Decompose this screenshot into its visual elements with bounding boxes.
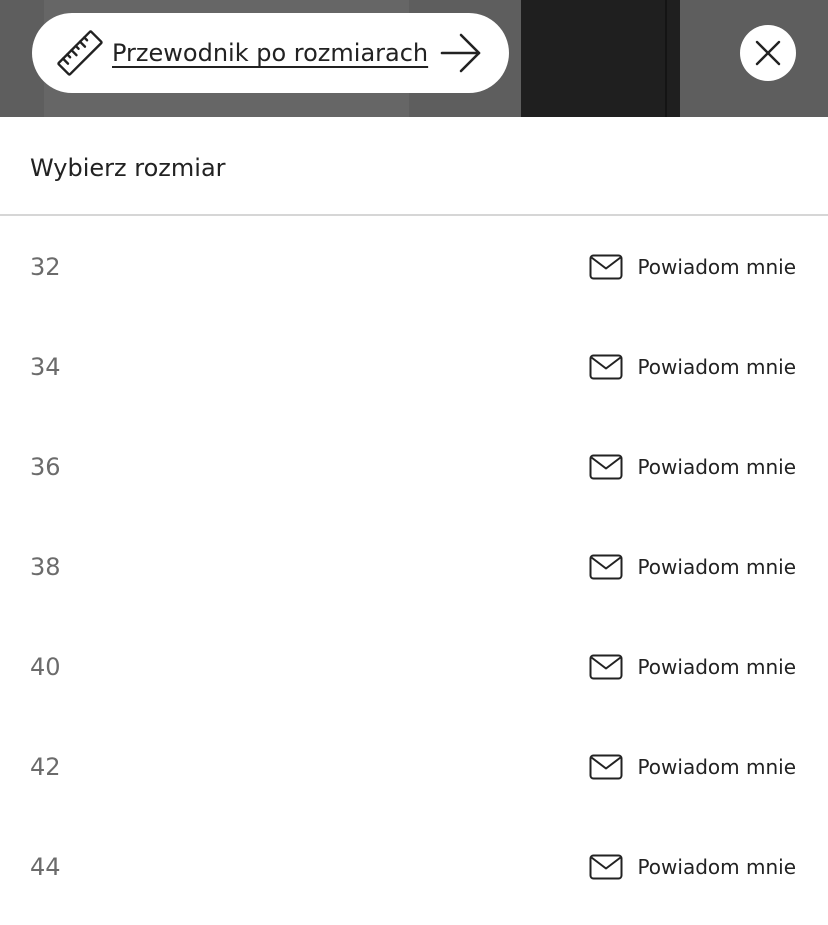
notify-me-label: Powiadom mnie — [637, 355, 796, 379]
size-option-row[interactable] — [0, 217, 828, 317]
size-label: 34 — [30, 353, 61, 381]
size-list — [0, 217, 828, 917]
size-option-row[interactable] — [0, 417, 828, 517]
size-guide-link[interactable]: Przewodnik po rozmiarach — [112, 39, 429, 67]
mail-icon — [589, 554, 623, 580]
size-option-row[interactable] — [0, 317, 828, 417]
notify-me-label: Powiadom mnie — [637, 255, 796, 279]
size-label: 38 — [30, 553, 61, 581]
close-button[interactable] — [740, 25, 796, 81]
notify-me-button[interactable] — [589, 551, 796, 583]
size-option-row[interactable] — [0, 517, 828, 617]
size-option-row[interactable] — [0, 617, 828, 717]
mail-icon — [589, 754, 623, 780]
notify-me-button[interactable] — [589, 351, 796, 383]
notify-me-button[interactable] — [589, 851, 796, 883]
notify-me-label: Powiadom mnie — [637, 655, 796, 679]
notify-me-label: Powiadom mnie — [637, 455, 796, 479]
notify-me-button[interactable] — [589, 651, 796, 683]
divider — [0, 214, 828, 216]
page-title: Wybierz rozmiar — [30, 154, 226, 182]
size-label: 40 — [30, 653, 61, 681]
product-garment-image — [521, 0, 680, 117]
size-option-row[interactable] — [0, 717, 828, 817]
notify-me-button[interactable] — [589, 451, 796, 483]
mail-icon — [589, 354, 623, 380]
close-icon — [754, 39, 782, 67]
size-option-row[interactable] — [0, 817, 828, 917]
size-label: 36 — [30, 453, 61, 481]
size-label: 44 — [30, 853, 61, 881]
notify-me-button[interactable] — [589, 751, 796, 783]
ruler-icon — [55, 28, 105, 78]
mail-icon — [589, 854, 623, 880]
size-label: 32 — [30, 253, 61, 281]
mail-icon — [589, 254, 623, 280]
notify-me-label: Powiadom mnie — [637, 855, 796, 879]
mail-icon — [589, 654, 623, 680]
notify-me-label: Powiadom mnie — [637, 755, 796, 779]
notify-me-button[interactable] — [589, 251, 796, 283]
notify-me-label: Powiadom mnie — [637, 555, 796, 579]
product-garment-seam — [665, 0, 667, 117]
mail-icon — [589, 454, 623, 480]
arrow-right-icon — [440, 33, 482, 73]
size-label: 42 — [30, 753, 61, 781]
